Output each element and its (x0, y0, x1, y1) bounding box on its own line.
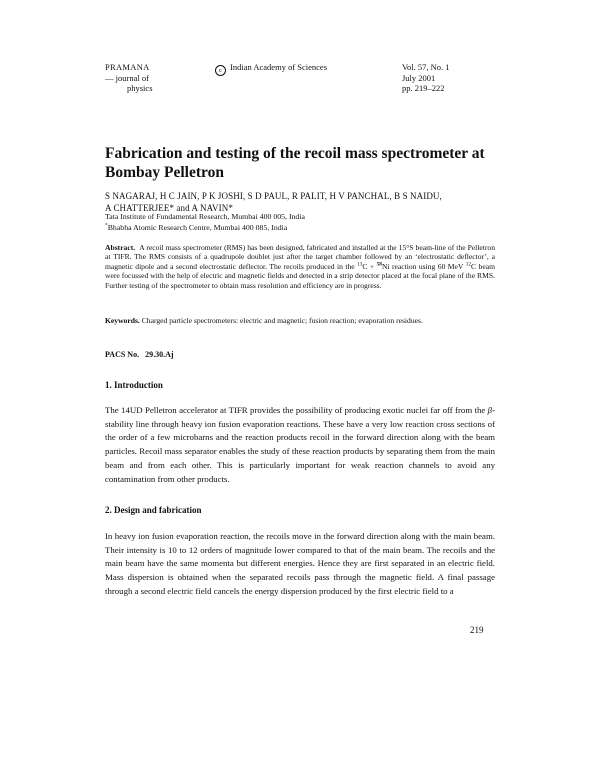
journal-subtitle-1: — journal of (105, 72, 149, 83)
keywords (105, 316, 495, 325)
abstract-text-3: C beam were focussed with the help of electric and magnetic fields and detected in a strip detector placed at the focal plane of the RMS. Further testing of the spectrometer to obtain mass resolution and efficiency are in progress. (105, 261, 496, 290)
journal-masthead (105, 62, 195, 94)
affiliation-barc-text: Bhabha Atomic Research Centre, Mumbai 400 085, India (107, 222, 288, 232)
volume-number: Vol. 57, No. 1 (402, 62, 450, 72)
abstract-label: Abstract. (105, 243, 136, 252)
abstract-text-1: A recoil mass spectrometer (RMS) has been designed, fabricated and installed at the 15°S beam-line of the Pelletron at TIFR. The RMS consists of a quadrupole doublet just after the target chamber followed by an ‘electrostatic deflector’, a magnetic dipole and a second electrostatic deflector. The recoils produced in the (105, 243, 496, 271)
journal-subtitle-2: physics (127, 83, 153, 93)
affiliation-mark: * (105, 221, 108, 228)
abstract-c-symbol: C + (362, 261, 377, 271)
abstract-text-2: Ni reaction using 60 MeV (381, 261, 466, 271)
volume-info (402, 62, 492, 94)
c13-mass: 13 (357, 261, 363, 268)
pacs-label: PACS No. (105, 350, 140, 359)
paper-title (105, 144, 495, 182)
journal-name: PRAMANA (105, 62, 150, 72)
affiliation-barc (105, 223, 495, 234)
design-text: In heavy ion fusion evaporation reaction, the recoils move in the forward direction along with the main beam. Their intensity is 10 to 12 orders of magnitude lower compared to that of the main beam. The recoils and the main beam have the same momenta but different energies. Hence they are first separated in an electric field. Mass dispersion is obtained when the separated recoils pass through the magnetic field. A final passage through a second electric field cancels the energy dispersion produced by the first electric field to a (105, 531, 495, 596)
introduction-text (105, 404, 495, 486)
ni58-mass: 58 (376, 261, 382, 268)
pacs-value: 29.30.Aj (145, 350, 174, 359)
section-heading-design: 2. Design and fabrication (105, 505, 202, 515)
title-line-1: Fabrication and testing of the recoil mass spectrometer at (105, 145, 485, 162)
beta-symbol: β (487, 405, 493, 415)
affiliation-tifr: Tata Institute of Fundamental Research, Mumbai 400 005, India (105, 212, 305, 221)
title-line-2: Bombay Pelletron (105, 164, 224, 181)
affiliations (105, 212, 495, 233)
pacs-number (105, 350, 174, 359)
publisher-name: Indian Academy of Sciences (230, 62, 328, 72)
section-heading-introduction: 1. Introduction (105, 380, 163, 390)
c12-mass: 12 (465, 261, 472, 268)
authors-line-1: S NAGARAJ, H C JAIN, P K JOSHI, S D PAUL, R PALIT, H V PANCHAL, B S NAIDU, (105, 191, 442, 201)
issue-date: July 2001 (402, 72, 436, 83)
keywords-label: Keywords. (105, 316, 140, 325)
introduction-text-2: -stability line through heavy ion fusion evaporation reactions. These have a very low reaction cross sections of the order of a few microbarns and the reaction products recoil in the forward direction along with the beam particles. Recoil mass separator enables the study of these reaction products by separating them from the main beam and from each other. This is particularly important for weak reaction channels to avoid any contamination from other products. (105, 405, 495, 484)
introduction-text-1: The 14UD Pelletron accelerator at TIFR provides the possibility of producing exotic nuclei far off from the (105, 405, 488, 415)
keywords-text: Charged particle spectrometers: electric and magnetic; fusion reaction; evaporation residues. (141, 316, 423, 325)
copyright-notice (215, 62, 327, 76)
author-list (105, 190, 495, 214)
authors-line-2: A CHATTERJEE* and A NAVIN* (105, 203, 233, 213)
page-number: 219 (470, 625, 484, 635)
page-range: pp. 219–222 (402, 83, 445, 93)
abstract (105, 243, 495, 290)
copyright-icon: c (215, 65, 226, 76)
